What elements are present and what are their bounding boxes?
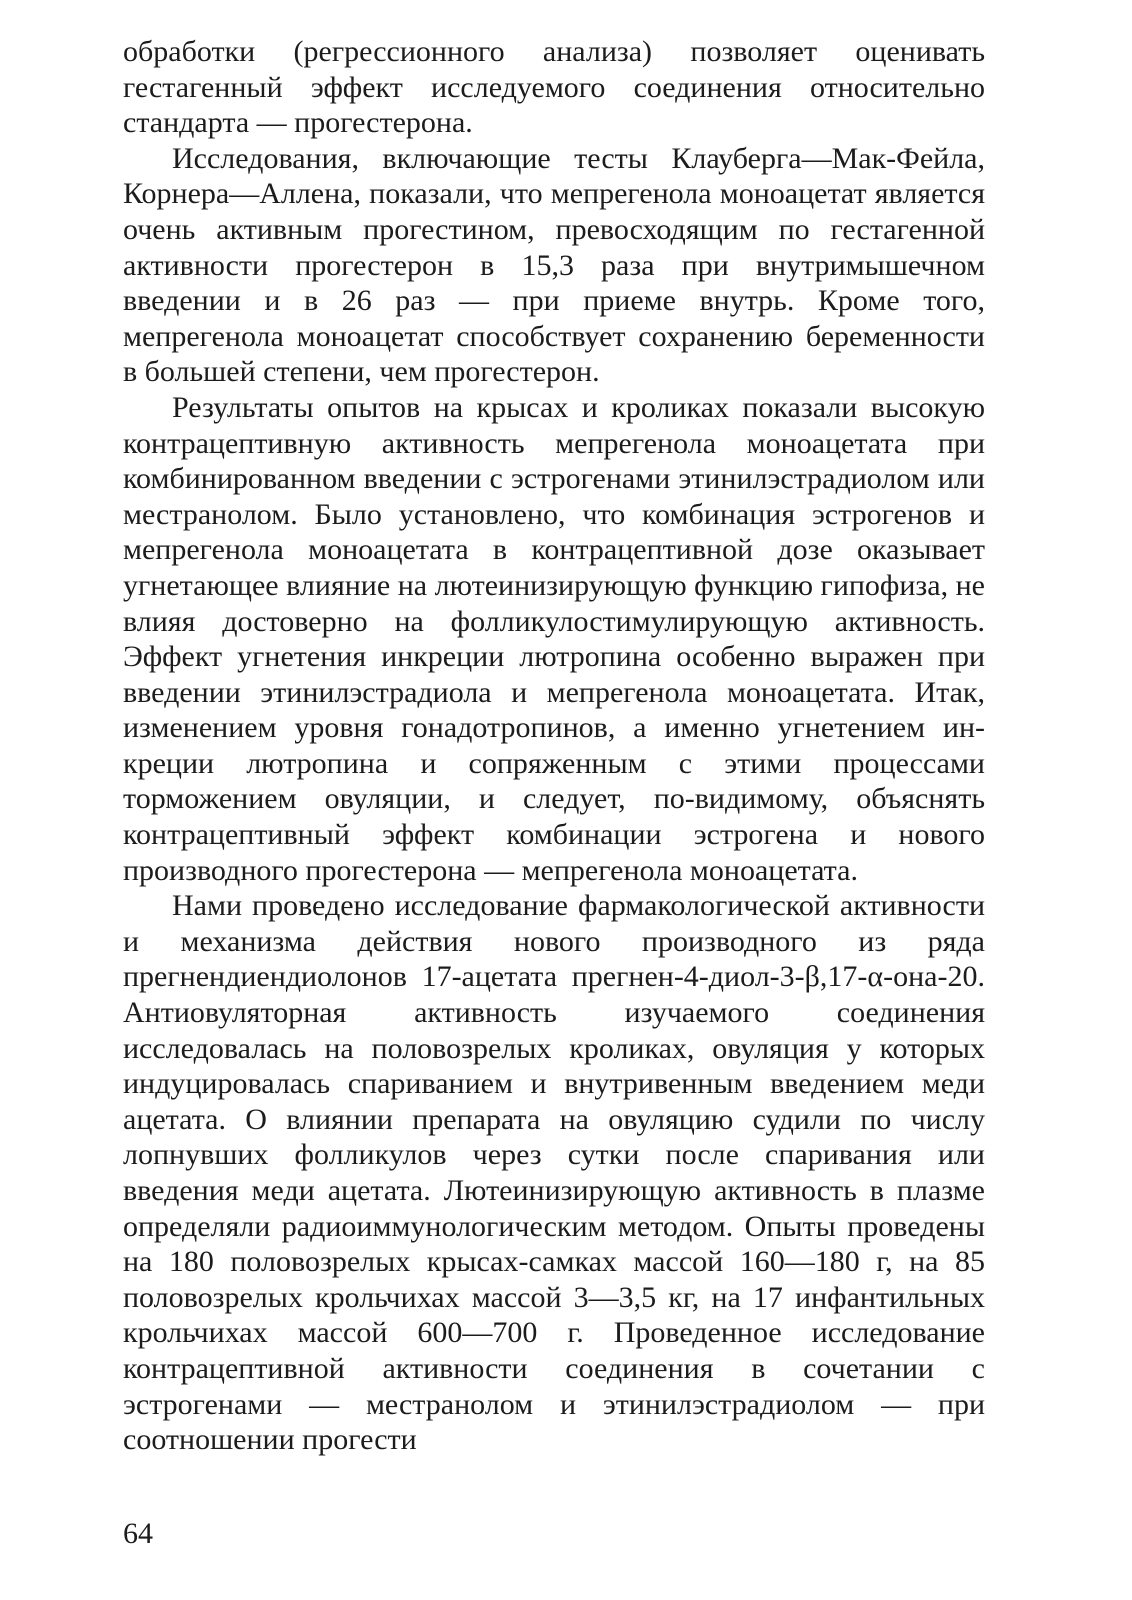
paragraph: Исследования, включающие тесты Клауберга—Мак-Фейла, Корнера—Аллена, показали, что мепрегенола моноацетат является очень активным прогестином, превосходящим по гестагенной активности прогестерон в 15,3 раза при внутримышечном введении и в 26 раз — при приеме внутрь. Кроме того, мепрегенола моноацетат способствует сохранению беременности в большей степени, чем прогестерон.: [123, 141, 985, 389]
paragraph: Нами проведено исследование фармакологической активности и механизма действия нового производного из ряда прегнендиендиолонов 17-ацетата прегнен-4-диол-3-β,17-α-она-20. Антиовуляторная активность изучаемого соединения исследовалась на половозрелых кроликах, овуляция у которых индуцировалась спариванием и внутривенным введением меди ацетата. О влиянии препарата на овуляцию судили по числу лопнувших фолликулов через сутки после спаривания или введения меди ацетата. Лютеинизирующую активность в плазме определяли радиоиммунологическим методом. Опыты проведены на 180 половозрелых крысах-самках массой 160—180 г, на 85 половозрелых крольчихах массой 3—3,5 кг, на 17 инфантильных крольчихах массой 600—700 г. Проведенное исследование контрацептивной активности соединения в сочетании с эстрогенами — местранолом и этинилэстрадиолом — при соотношении прогести: [123, 889, 985, 1457]
body-text: [123, 34, 985, 1458]
page-number: 64: [123, 1517, 153, 1550]
paragraph: Результаты опытов на крысах и кроликах показали высокую контрацептивную активность мепрегенола моноацетата при комбинированном введении с эстрогенами этинилэстрадиолом или местранолом. Было установлено, что комбинация эстрогенов и мепрегенола моноацетата в контрацептивной дозе оказывает угнетающее влияние на лютеинизирующую функцию гипофиза, не влияя достоверно на фолликулостимулирующую активность. Эффект угнетения инкреции лютропина особенно выражен при введении этинилэстрадиола и мепрегенола моноацетата. Итак, изменением уровня гонадотропинов, а именно угнетением инкреции лютропина и сопряженным с этими процессами торможением овуляции, и следует, по-видимому, объяснять контрацептивный эффект комбинации эстрогена и нового производного прогестерона — мепрегенола моноацетата.: [123, 390, 985, 887]
paragraph-continued: обработки (регрессионного анализа) позволяет оценивать гестагенный эффект исследуемого соединения относительно стандарта — прогестерона.: [123, 35, 985, 140]
